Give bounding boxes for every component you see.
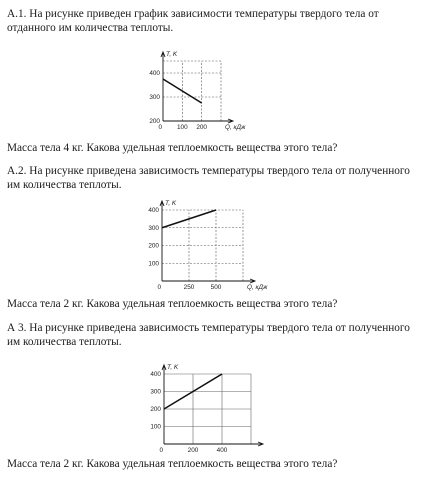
problem-2-question: Масса тела 2 кг. Какова удельная теплоемкость вещества этого тела? bbox=[7, 298, 338, 310]
y-axis-label: T, K bbox=[167, 364, 179, 371]
x-tick-label: 200 bbox=[187, 447, 199, 454]
x-tick-label: 500 bbox=[210, 284, 222, 291]
y-tick-label: 400 bbox=[150, 371, 161, 379]
y-tick-label: 300 bbox=[150, 388, 161, 396]
problem-3-question: Масса тела 2 кг. Какова удельная теплоемкость вещества этого тела? bbox=[7, 458, 338, 470]
problem-3-text: А 3. На рисунке приведена зависимость температуры твердого тела от полученного им количества теплоты. bbox=[7, 322, 410, 348]
x-tick-label: 400 bbox=[216, 447, 228, 454]
x-tick-label: 0 bbox=[157, 284, 161, 291]
y-tick-label: 300 bbox=[149, 94, 160, 102]
x-axis-label: Q, кДж bbox=[247, 284, 268, 291]
x-tick-label: 200 bbox=[196, 124, 208, 131]
y-tick-label: 200 bbox=[149, 118, 160, 126]
y-axis-label: T, K bbox=[166, 51, 178, 58]
problem-2-text: А.2. На рисунке приведена зависимость температуры твердого тела от полученного им количества теплоты. bbox=[7, 165, 410, 191]
problem-1-question: Масса тела 4 кг. Какова удельная теплоемкость вещества этого тела? bbox=[7, 142, 338, 154]
y-axis-label: T, K bbox=[165, 200, 177, 207]
x-tick-label: 0 bbox=[158, 124, 162, 131]
x-tick-label: 100 bbox=[176, 124, 188, 131]
problem-1-text: А.1. На рисунке приведен график зависимости температуры твердого тела от отданного им количества теплоты. bbox=[7, 8, 379, 34]
y-tick-label: 100 bbox=[148, 260, 159, 268]
y-tick-label: 200 bbox=[148, 242, 159, 250]
y-tick-label: 100 bbox=[150, 423, 161, 431]
problem-2-graph bbox=[137, 201, 273, 293]
y-tick-label: 400 bbox=[149, 70, 160, 78]
y-tick-label: 400 bbox=[148, 207, 159, 215]
y-tick-label: 300 bbox=[148, 224, 159, 232]
problem-3-graph bbox=[140, 349, 270, 455]
x-tick-label: 250 bbox=[183, 284, 195, 291]
x-axis-label: Q, кДж bbox=[225, 124, 246, 131]
y-tick-label: 200 bbox=[150, 406, 161, 414]
problem-1-graph bbox=[140, 44, 250, 136]
x-tick-label: 0 bbox=[159, 447, 163, 454]
